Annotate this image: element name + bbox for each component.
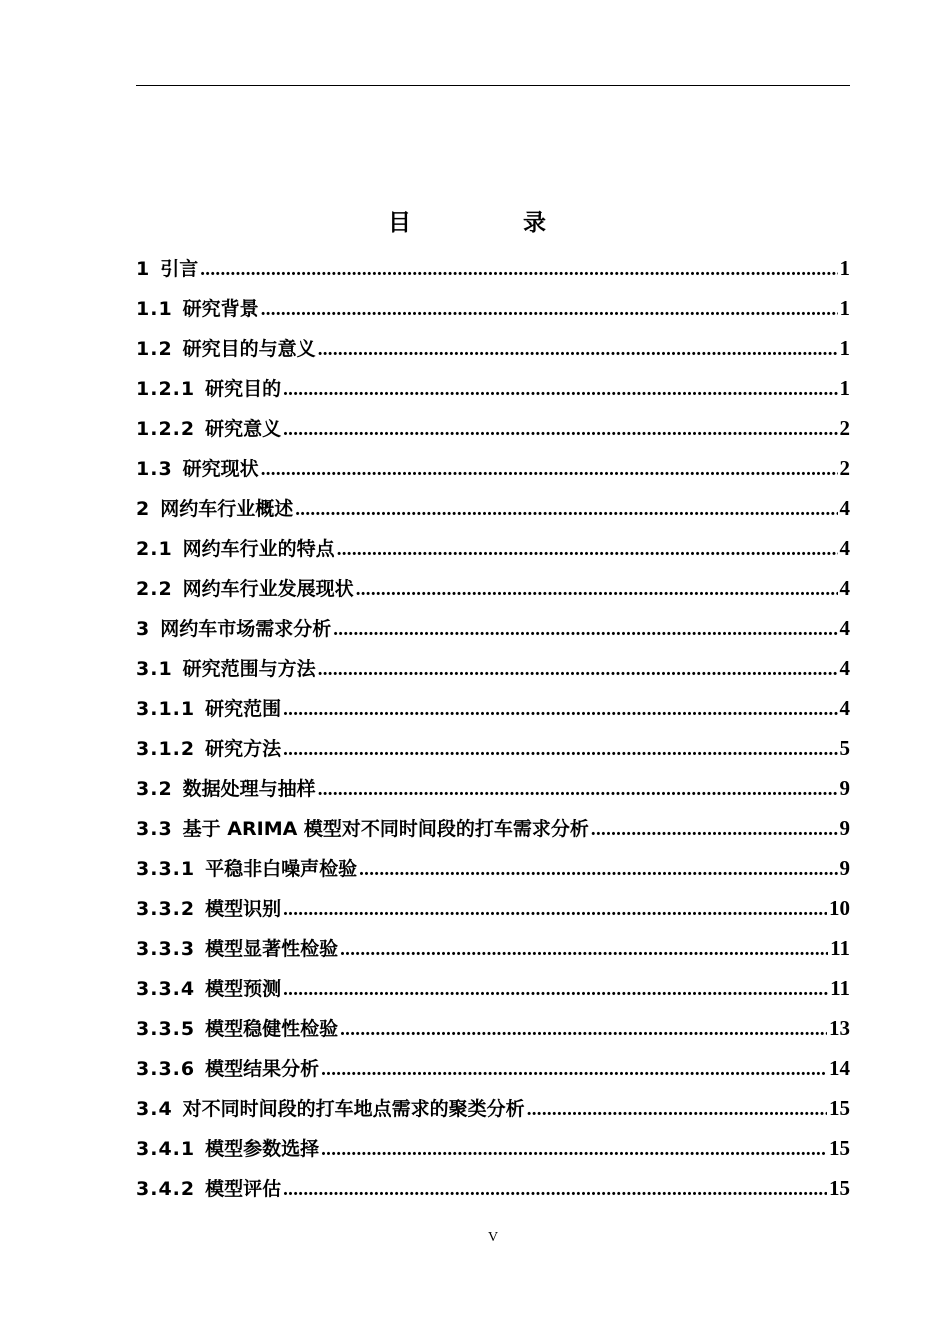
toc-entry-number: 1.1 xyxy=(136,298,173,320)
toc-entry-page: 1 xyxy=(839,376,850,400)
toc-entry-number: 3.1 xyxy=(136,658,173,680)
toc-entry-number: 3.4 xyxy=(136,1098,173,1120)
toc-entry-number: 1.2.2 xyxy=(136,418,196,440)
toc-entry[interactable] xyxy=(136,608,850,648)
toc-entry-title: 数据处理与抽样 xyxy=(182,778,316,800)
toc-entry-number: 3.3 xyxy=(136,818,173,840)
toc-entry[interactable] xyxy=(136,448,850,488)
toc-entry[interactable] xyxy=(136,408,850,448)
toc-entry[interactable] xyxy=(136,648,850,688)
toc-entry[interactable] xyxy=(136,1048,850,1088)
toc-entry-page: 4 xyxy=(839,536,850,560)
toc-dot-leader xyxy=(318,770,838,810)
toc-entry-page: 2 xyxy=(839,456,850,480)
toc-entry-number: 3.2 xyxy=(136,778,173,800)
toc-entry-number: 3.3.3 xyxy=(136,938,196,960)
toc-dot-leader xyxy=(261,290,838,330)
toc-dot-leader xyxy=(321,1130,827,1170)
toc-list xyxy=(136,248,850,1208)
toc-entry-title: 模型显著性检验 xyxy=(205,938,339,960)
toc-entry[interactable] xyxy=(136,968,850,1008)
toc-dot-leader xyxy=(283,690,837,730)
toc-dot-leader xyxy=(333,610,837,650)
toc-entry-number: 3.3.6 xyxy=(136,1058,196,1080)
toc-entry[interactable] xyxy=(136,808,850,848)
toc-entry-page: 11 xyxy=(830,976,850,1000)
toc-entry[interactable] xyxy=(136,368,850,408)
toc-entry-title: 研究方法 xyxy=(205,738,282,760)
footer-page-number: V xyxy=(487,1230,499,1245)
toc-dot-leader xyxy=(337,530,838,570)
toc-dot-leader xyxy=(283,890,827,930)
toc-entry-number: 1.2.1 xyxy=(136,378,196,400)
toc-entry-title: 研究意义 xyxy=(205,418,282,440)
toc-entry[interactable] xyxy=(136,728,850,768)
toc-entry[interactable] xyxy=(136,328,850,368)
toc-entry-title: 研究目的 xyxy=(205,378,282,400)
toc-entry-page: 1 xyxy=(839,296,850,320)
toc-entry[interactable] xyxy=(136,1008,850,1048)
toc-dot-leader xyxy=(527,1090,827,1130)
toc-entry-title: 模型结果分析 xyxy=(205,1058,320,1080)
toc-entry-number: 3.3.5 xyxy=(136,1018,196,1040)
toc-entry[interactable] xyxy=(136,568,850,608)
toc-entry-page: 1 xyxy=(839,336,850,360)
toc-entry-title: 模型参数选择 xyxy=(205,1138,320,1160)
toc-entry-number: 3.3.1 xyxy=(136,858,196,880)
toc-entry-page: 4 xyxy=(839,656,850,680)
toc-entry-number: 3.3.4 xyxy=(136,978,196,1000)
toc-title: 目 录 xyxy=(387,210,598,236)
toc-entry-title: 模型稳健性检验 xyxy=(205,1018,339,1040)
toc-entry-number: 1 xyxy=(136,258,151,280)
toc-entry-page: 15 xyxy=(829,1176,850,1200)
toc-entry[interactable] xyxy=(136,248,850,288)
toc-dot-leader xyxy=(321,1050,827,1090)
toc-entry-title: 基于 ARIMA 模型对不同时间段的打车需求分析 xyxy=(182,818,589,840)
toc-entry-page: 1 xyxy=(839,256,850,280)
toc-entry-title: 对不同时间段的打车地点需求的聚类分析 xyxy=(182,1098,525,1120)
toc-dot-leader xyxy=(283,410,837,450)
toc-entry-title: 网约车行业概述 xyxy=(160,498,294,520)
toc-entry-number: 3.1.1 xyxy=(136,698,196,720)
toc-entry-page: 2 xyxy=(839,416,850,440)
toc-entry-page: 11 xyxy=(830,936,850,960)
toc-entry[interactable] xyxy=(136,1088,850,1128)
toc-entry-number: 2 xyxy=(136,498,151,520)
toc-dot-leader xyxy=(283,370,837,410)
toc-entry[interactable] xyxy=(136,1128,850,1168)
toc-entry-title: 平稳非白噪声检验 xyxy=(205,858,358,880)
toc-entry-number: 3.4.2 xyxy=(136,1178,196,1200)
toc-entry-title: 模型识别 xyxy=(205,898,282,920)
toc-entry-page: 10 xyxy=(829,896,850,920)
toc-entry-page: 13 xyxy=(829,1016,850,1040)
toc-entry-title: 模型评估 xyxy=(205,1178,282,1200)
toc-entry-title: 研究范围与方法 xyxy=(182,658,316,680)
toc-dot-leader xyxy=(318,650,838,690)
toc-dot-leader xyxy=(295,490,837,530)
toc-entry-page: 4 xyxy=(839,576,850,600)
toc-entry-number: 3.4.1 xyxy=(136,1138,196,1160)
toc-entry-number: 1.3 xyxy=(136,458,173,480)
toc-dot-leader xyxy=(200,250,837,290)
toc-entry-number: 1.2 xyxy=(136,338,173,360)
toc-entry-title: 网约车行业发展现状 xyxy=(182,578,354,600)
toc-entry-number: 3.1.2 xyxy=(136,738,196,760)
toc-entry-page: 9 xyxy=(839,816,850,840)
toc-dot-leader xyxy=(283,1170,827,1210)
toc-entry-title: 网约车行业的特点 xyxy=(182,538,335,560)
toc-entry-title: 引言 xyxy=(160,258,199,280)
toc-entry-page: 4 xyxy=(839,616,850,640)
toc-entry[interactable] xyxy=(136,288,850,328)
toc-entry-page: 9 xyxy=(839,856,850,880)
toc-entry-page: 9 xyxy=(839,776,850,800)
toc-entry-number: 3.3.2 xyxy=(136,898,196,920)
toc-dot-leader xyxy=(318,330,838,370)
toc-entry-page: 4 xyxy=(839,496,850,520)
toc-dot-leader xyxy=(591,810,838,850)
toc-dot-leader xyxy=(283,730,837,770)
toc-entry-title: 研究现状 xyxy=(182,458,259,480)
toc-entry-title: 研究范围 xyxy=(205,698,282,720)
toc-entry-page: 15 xyxy=(829,1096,850,1120)
toc-entry-number: 2.1 xyxy=(136,538,173,560)
toc-entry-page: 5 xyxy=(839,736,850,760)
toc-dot-leader xyxy=(356,570,838,610)
toc-entry[interactable] xyxy=(136,488,850,528)
toc-entry-number: 2.2 xyxy=(136,578,173,600)
toc-dot-leader xyxy=(261,450,838,490)
toc-entry-title: 模型预测 xyxy=(205,978,282,1000)
toc-entry-page: 14 xyxy=(829,1056,850,1080)
header-rule xyxy=(136,85,850,86)
toc-dot-leader xyxy=(359,850,837,890)
toc-entry[interactable] xyxy=(136,848,850,888)
toc-entry[interactable] xyxy=(136,928,850,968)
toc-entry[interactable] xyxy=(136,768,850,808)
toc-entry-title: 研究目的与意义 xyxy=(182,338,316,360)
toc-dot-leader xyxy=(283,970,828,1010)
toc-entry-page: 15 xyxy=(829,1136,850,1160)
toc-entry-title: 网约车市场需求分析 xyxy=(160,618,332,640)
toc-entry[interactable] xyxy=(136,528,850,568)
toc-dot-leader xyxy=(340,930,828,970)
toc-entry[interactable] xyxy=(136,1168,850,1208)
toc-entry-title: 研究背景 xyxy=(182,298,259,320)
toc-entry-number: 3 xyxy=(136,618,151,640)
toc-entry[interactable] xyxy=(136,888,850,928)
toc-entry[interactable] xyxy=(136,688,850,728)
toc-entry-page: 4 xyxy=(839,696,850,720)
toc-dot-leader xyxy=(340,1010,827,1050)
